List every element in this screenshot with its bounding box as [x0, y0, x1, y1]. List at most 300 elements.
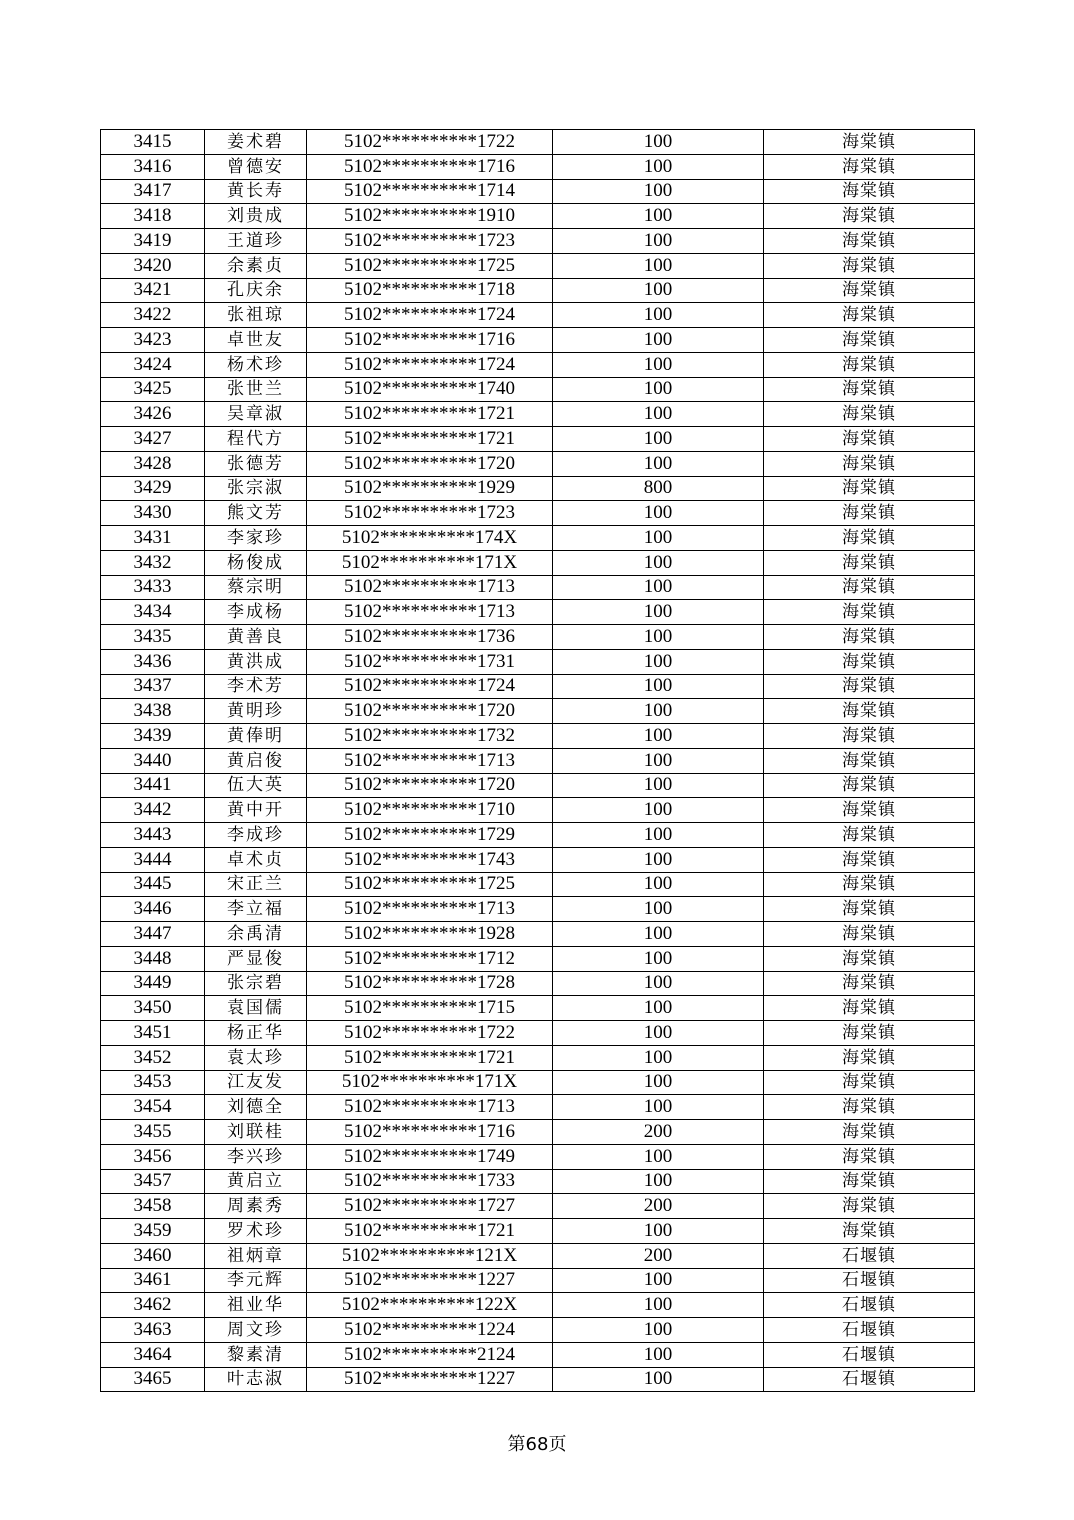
- row-number-cell: 3436: [101, 649, 205, 674]
- table-row: [101, 575, 975, 600]
- table-row: [101, 352, 975, 377]
- row-number-cell: 3421: [101, 278, 205, 303]
- amount-cell: 100: [553, 773, 764, 798]
- beneficiary-table: [100, 129, 975, 1392]
- amount-cell: 100: [553, 1144, 764, 1169]
- town-cell: 海棠镇: [764, 699, 975, 724]
- person-name-cell: 刘德全: [205, 1095, 307, 1120]
- town-cell: 海棠镇: [764, 798, 975, 823]
- table-row: [101, 303, 975, 328]
- amount-cell: 100: [553, 451, 764, 476]
- table-row: [101, 674, 975, 699]
- row-number-cell: 3425: [101, 377, 205, 402]
- row-number-cell: 3439: [101, 724, 205, 749]
- person-name-cell: 袁太珍: [205, 1045, 307, 1070]
- amount-cell: 100: [553, 1342, 764, 1367]
- table-row: [101, 748, 975, 773]
- person-name-cell: 吴章淑: [205, 402, 307, 427]
- id-number-cell: 5102**********1724: [307, 674, 553, 699]
- row-number-cell: 3433: [101, 575, 205, 600]
- town-cell: 海棠镇: [764, 253, 975, 278]
- person-name-cell: 杨术珍: [205, 352, 307, 377]
- row-number-cell: 3417: [101, 179, 205, 204]
- table-row: [101, 1219, 975, 1244]
- town-cell: 海棠镇: [764, 204, 975, 229]
- amount-cell: 100: [553, 352, 764, 377]
- town-cell: 海棠镇: [764, 328, 975, 353]
- amount-cell: 100: [553, 278, 764, 303]
- id-number-cell: 5102**********1721: [307, 1045, 553, 1070]
- amount-cell: 100: [553, 1095, 764, 1120]
- amount-cell: 100: [553, 575, 764, 600]
- row-number-cell: 3429: [101, 476, 205, 501]
- table-row: [101, 872, 975, 897]
- row-number-cell: 3457: [101, 1169, 205, 1194]
- id-number-cell: 5102**********1722: [307, 1021, 553, 1046]
- row-number-cell: 3464: [101, 1342, 205, 1367]
- row-number-cell: 3431: [101, 526, 205, 551]
- row-number-cell: 3453: [101, 1070, 205, 1095]
- town-cell: 海棠镇: [764, 1169, 975, 1194]
- amount-cell: 100: [553, 1268, 764, 1293]
- table-row: [101, 971, 975, 996]
- id-number-cell: 5102**********1731: [307, 649, 553, 674]
- person-name-cell: 刘联桂: [205, 1120, 307, 1145]
- row-number-cell: 3450: [101, 996, 205, 1021]
- table-row: [101, 1342, 975, 1367]
- id-number-cell: 5102**********1713: [307, 1095, 553, 1120]
- town-cell: 海棠镇: [764, 748, 975, 773]
- table-row: [101, 798, 975, 823]
- person-name-cell: 张世兰: [205, 377, 307, 402]
- town-cell: 海棠镇: [764, 130, 975, 155]
- id-number-cell: 5102**********2124: [307, 1342, 553, 1367]
- town-cell: 海棠镇: [764, 996, 975, 1021]
- amount-cell: 100: [553, 402, 764, 427]
- person-name-cell: 杨正华: [205, 1021, 307, 1046]
- amount-cell: 100: [553, 600, 764, 625]
- town-cell: 石堰镇: [764, 1342, 975, 1367]
- row-number-cell: 3444: [101, 847, 205, 872]
- table-row: [101, 823, 975, 848]
- table-row: [101, 625, 975, 650]
- row-number-cell: 3445: [101, 872, 205, 897]
- table-row: [101, 179, 975, 204]
- amount-cell: 100: [553, 377, 764, 402]
- row-number-cell: 3456: [101, 1144, 205, 1169]
- amount-cell: 100: [553, 1045, 764, 1070]
- town-cell: 海棠镇: [764, 1120, 975, 1145]
- id-number-cell: 5102**********1713: [307, 575, 553, 600]
- row-number-cell: 3428: [101, 451, 205, 476]
- id-number-cell: 5102**********1722: [307, 130, 553, 155]
- table-row: [101, 204, 975, 229]
- person-name-cell: 余禹清: [205, 922, 307, 947]
- table-row: [101, 476, 975, 501]
- person-name-cell: 严显俊: [205, 946, 307, 971]
- id-number-cell: 5102**********1227: [307, 1268, 553, 1293]
- amount-cell: 100: [553, 179, 764, 204]
- table-row: [101, 600, 975, 625]
- amount-cell: 100: [553, 1169, 764, 1194]
- id-number-cell: 5102**********171X: [307, 550, 553, 575]
- amount-cell: 100: [553, 996, 764, 1021]
- town-cell: 海棠镇: [764, 946, 975, 971]
- person-name-cell: 李成杨: [205, 600, 307, 625]
- amount-cell: 100: [553, 229, 764, 254]
- row-number-cell: 3446: [101, 897, 205, 922]
- row-number-cell: 3430: [101, 501, 205, 526]
- person-name-cell: 黄启立: [205, 1169, 307, 1194]
- person-name-cell: 周素秀: [205, 1194, 307, 1219]
- table-body: [101, 130, 975, 1392]
- row-number-cell: 3442: [101, 798, 205, 823]
- person-name-cell: 杨俊成: [205, 550, 307, 575]
- row-number-cell: 3462: [101, 1293, 205, 1318]
- table-row: [101, 501, 975, 526]
- town-cell: 海棠镇: [764, 649, 975, 674]
- table-row: [101, 1095, 975, 1120]
- row-number-cell: 3452: [101, 1045, 205, 1070]
- amount-cell: 100: [553, 328, 764, 353]
- person-name-cell: 江友发: [205, 1070, 307, 1095]
- town-cell: 海棠镇: [764, 625, 975, 650]
- table-row: [101, 1293, 975, 1318]
- amount-cell: 100: [553, 154, 764, 179]
- row-number-cell: 3438: [101, 699, 205, 724]
- table-row: [101, 130, 975, 155]
- id-number-cell: 5102**********1715: [307, 996, 553, 1021]
- id-number-cell: 5102**********1720: [307, 699, 553, 724]
- amount-cell: 100: [553, 798, 764, 823]
- town-cell: 海棠镇: [764, 427, 975, 452]
- amount-cell: 100: [553, 724, 764, 749]
- person-name-cell: 黄长寿: [205, 179, 307, 204]
- row-number-cell: 3449: [101, 971, 205, 996]
- id-number-cell: 5102**********1729: [307, 823, 553, 848]
- id-number-cell: 5102**********1910: [307, 204, 553, 229]
- table-row: [101, 996, 975, 1021]
- amount-cell: 100: [553, 847, 764, 872]
- id-number-cell: 5102**********1718: [307, 278, 553, 303]
- town-cell: 海棠镇: [764, 476, 975, 501]
- town-cell: 海棠镇: [764, 229, 975, 254]
- row-number-cell: 3454: [101, 1095, 205, 1120]
- town-cell: 海棠镇: [764, 872, 975, 897]
- town-cell: 海棠镇: [764, 1194, 975, 1219]
- row-number-cell: 3447: [101, 922, 205, 947]
- row-number-cell: 3440: [101, 748, 205, 773]
- id-number-cell: 5102**********1721: [307, 1219, 553, 1244]
- amount-cell: 100: [553, 1021, 764, 1046]
- town-cell: 海棠镇: [764, 575, 975, 600]
- id-number-cell: 5102**********1732: [307, 724, 553, 749]
- row-number-cell: 3458: [101, 1194, 205, 1219]
- row-number-cell: 3423: [101, 328, 205, 353]
- amount-cell: 100: [553, 1070, 764, 1095]
- id-number-cell: 5102**********1712: [307, 946, 553, 971]
- id-number-cell: 5102**********1710: [307, 798, 553, 823]
- amount-cell: 200: [553, 1194, 764, 1219]
- page-number: 第68页: [507, 1434, 567, 1455]
- town-cell: 海棠镇: [764, 1070, 975, 1095]
- id-number-cell: 5102**********1929: [307, 476, 553, 501]
- person-name-cell: 程代方: [205, 427, 307, 452]
- amount-cell: 100: [553, 1318, 764, 1343]
- id-number-cell: 5102**********1928: [307, 922, 553, 947]
- town-cell: 石堰镇: [764, 1293, 975, 1318]
- amount-cell: 100: [553, 501, 764, 526]
- table-row: [101, 1318, 975, 1343]
- table-row: [101, 526, 975, 551]
- row-number-cell: 3434: [101, 600, 205, 625]
- row-number-cell: 3419: [101, 229, 205, 254]
- person-name-cell: 李成珍: [205, 823, 307, 848]
- table-row: [101, 451, 975, 476]
- person-name-cell: 李兴珍: [205, 1144, 307, 1169]
- amount-cell: 200: [553, 1120, 764, 1145]
- table-row: [101, 773, 975, 798]
- person-name-cell: 蔡宗明: [205, 575, 307, 600]
- town-cell: 海棠镇: [764, 1021, 975, 1046]
- person-name-cell: 黄俸明: [205, 724, 307, 749]
- id-number-cell: 5102**********1224: [307, 1318, 553, 1343]
- table-row: [101, 1021, 975, 1046]
- id-number-cell: 5102**********1714: [307, 179, 553, 204]
- id-number-cell: 5102**********1713: [307, 897, 553, 922]
- row-number-cell: 3437: [101, 674, 205, 699]
- row-number-cell: 3435: [101, 625, 205, 650]
- id-number-cell: 5102**********1736: [307, 625, 553, 650]
- table-row: [101, 922, 975, 947]
- town-cell: 海棠镇: [764, 1095, 975, 1120]
- row-number-cell: 3418: [101, 204, 205, 229]
- amount-cell: 100: [553, 699, 764, 724]
- person-name-cell: 黄明珍: [205, 699, 307, 724]
- amount-cell: 100: [553, 526, 764, 551]
- person-name-cell: 熊文芳: [205, 501, 307, 526]
- table-row: [101, 1367, 975, 1392]
- town-cell: 海棠镇: [764, 550, 975, 575]
- person-name-cell: 李家珍: [205, 526, 307, 551]
- table-row: [101, 229, 975, 254]
- table-row: [101, 1169, 975, 1194]
- town-cell: 海棠镇: [764, 278, 975, 303]
- person-name-cell: 周文珍: [205, 1318, 307, 1343]
- town-cell: 石堰镇: [764, 1268, 975, 1293]
- person-name-cell: 伍大英: [205, 773, 307, 798]
- person-name-cell: 刘贵成: [205, 204, 307, 229]
- town-cell: 海棠镇: [764, 451, 975, 476]
- table-row: [101, 1045, 975, 1070]
- id-number-cell: 5102**********1743: [307, 847, 553, 872]
- table-row: [101, 1243, 975, 1268]
- person-name-cell: 卓世友: [205, 328, 307, 353]
- person-name-cell: 宋正兰: [205, 872, 307, 897]
- person-name-cell: 祖业华: [205, 1293, 307, 1318]
- town-cell: 海棠镇: [764, 1219, 975, 1244]
- id-number-cell: 5102**********1720: [307, 451, 553, 476]
- table-row: [101, 847, 975, 872]
- amount-cell: 100: [553, 1219, 764, 1244]
- id-number-cell: 5102**********1749: [307, 1144, 553, 1169]
- id-number-cell: 5102**********1725: [307, 872, 553, 897]
- id-number-cell: 5102**********1724: [307, 303, 553, 328]
- person-name-cell: 王道珍: [205, 229, 307, 254]
- table-row: [101, 427, 975, 452]
- row-number-cell: 3422: [101, 303, 205, 328]
- id-number-cell: 5102**********1716: [307, 328, 553, 353]
- amount-cell: 100: [553, 1367, 764, 1392]
- person-name-cell: 李术芳: [205, 674, 307, 699]
- amount-cell: 100: [553, 946, 764, 971]
- person-name-cell: 曾德安: [205, 154, 307, 179]
- row-number-cell: 3465: [101, 1367, 205, 1392]
- id-number-cell: 5102**********1713: [307, 748, 553, 773]
- person-name-cell: 罗术珍: [205, 1219, 307, 1244]
- person-name-cell: 黄洪成: [205, 649, 307, 674]
- row-number-cell: 3451: [101, 1021, 205, 1046]
- town-cell: 石堰镇: [764, 1243, 975, 1268]
- person-name-cell: 袁国儒: [205, 996, 307, 1021]
- town-cell: 海棠镇: [764, 847, 975, 872]
- table-row: [101, 253, 975, 278]
- person-name-cell: 黄善良: [205, 625, 307, 650]
- id-number-cell: 5102**********1227: [307, 1367, 553, 1392]
- amount-cell: 100: [553, 649, 764, 674]
- amount-cell: 100: [553, 674, 764, 699]
- table-row: [101, 897, 975, 922]
- id-number-cell: 5102**********171X: [307, 1070, 553, 1095]
- person-name-cell: 张德芳: [205, 451, 307, 476]
- person-name-cell: 张宗淑: [205, 476, 307, 501]
- table-row: [101, 154, 975, 179]
- town-cell: 海棠镇: [764, 377, 975, 402]
- person-name-cell: 孔庆余: [205, 278, 307, 303]
- table-row: [101, 724, 975, 749]
- table-row: [101, 550, 975, 575]
- amount-cell: 100: [553, 550, 764, 575]
- town-cell: 海棠镇: [764, 1144, 975, 1169]
- row-number-cell: 3424: [101, 352, 205, 377]
- row-number-cell: 3460: [101, 1243, 205, 1268]
- town-cell: 石堰镇: [764, 1367, 975, 1392]
- town-cell: 海棠镇: [764, 154, 975, 179]
- amount-cell: 200: [553, 1243, 764, 1268]
- table-row: [101, 328, 975, 353]
- id-number-cell: 5102**********1716: [307, 154, 553, 179]
- person-name-cell: 黄中开: [205, 798, 307, 823]
- amount-cell: 100: [553, 253, 764, 278]
- person-name-cell: 余素贞: [205, 253, 307, 278]
- town-cell: 海棠镇: [764, 303, 975, 328]
- town-cell: 海棠镇: [764, 402, 975, 427]
- id-number-cell: 5102**********1725: [307, 253, 553, 278]
- id-number-cell: 5102**********1723: [307, 501, 553, 526]
- row-number-cell: 3432: [101, 550, 205, 575]
- id-number-cell: 5102**********1720: [307, 773, 553, 798]
- table-row: [101, 1194, 975, 1219]
- person-name-cell: 张祖琼: [205, 303, 307, 328]
- town-cell: 海棠镇: [764, 971, 975, 996]
- amount-cell: 100: [553, 971, 764, 996]
- town-cell: 海棠镇: [764, 922, 975, 947]
- id-number-cell: 5102**********1724: [307, 352, 553, 377]
- town-cell: 海棠镇: [764, 526, 975, 551]
- id-number-cell: 5102**********1721: [307, 427, 553, 452]
- amount-cell: 100: [553, 872, 764, 897]
- table-row: [101, 1144, 975, 1169]
- row-number-cell: 3441: [101, 773, 205, 798]
- person-name-cell: 叶志淑: [205, 1367, 307, 1392]
- amount-cell: 100: [553, 897, 764, 922]
- town-cell: 海棠镇: [764, 501, 975, 526]
- town-cell: 海棠镇: [764, 352, 975, 377]
- row-number-cell: 3448: [101, 946, 205, 971]
- id-number-cell: 5102**********174X: [307, 526, 553, 551]
- person-name-cell: 祖炳章: [205, 1243, 307, 1268]
- town-cell: 海棠镇: [764, 179, 975, 204]
- row-number-cell: 3420: [101, 253, 205, 278]
- table-row: [101, 278, 975, 303]
- id-number-cell: 5102**********1713: [307, 600, 553, 625]
- town-cell: 海棠镇: [764, 823, 975, 848]
- amount-cell: 100: [553, 823, 764, 848]
- amount-cell: 100: [553, 303, 764, 328]
- table-row: [101, 649, 975, 674]
- amount-cell: 100: [553, 204, 764, 229]
- id-number-cell: 5102**********1721: [307, 402, 553, 427]
- id-number-cell: 5102**********121X: [307, 1243, 553, 1268]
- row-number-cell: 3427: [101, 427, 205, 452]
- amount-cell: 800: [553, 476, 764, 501]
- person-name-cell: 姜术碧: [205, 130, 307, 155]
- table-row: [101, 377, 975, 402]
- id-number-cell: 5102**********1716: [307, 1120, 553, 1145]
- row-number-cell: 3416: [101, 154, 205, 179]
- row-number-cell: 3459: [101, 1219, 205, 1244]
- person-name-cell: 黎素清: [205, 1342, 307, 1367]
- town-cell: 海棠镇: [764, 600, 975, 625]
- town-cell: 海棠镇: [764, 773, 975, 798]
- town-cell: 海棠镇: [764, 1045, 975, 1070]
- town-cell: 海棠镇: [764, 897, 975, 922]
- amount-cell: 100: [553, 625, 764, 650]
- person-name-cell: 李立福: [205, 897, 307, 922]
- id-number-cell: 5102**********122X: [307, 1293, 553, 1318]
- amount-cell: 100: [553, 1293, 764, 1318]
- row-number-cell: 3455: [101, 1120, 205, 1145]
- table-row: [101, 402, 975, 427]
- table-row: [101, 699, 975, 724]
- id-number-cell: 5102**********1728: [307, 971, 553, 996]
- id-number-cell: 5102**********1733: [307, 1169, 553, 1194]
- table-row: [101, 1120, 975, 1145]
- amount-cell: 100: [553, 922, 764, 947]
- row-number-cell: 3463: [101, 1318, 205, 1343]
- town-cell: 海棠镇: [764, 674, 975, 699]
- row-number-cell: 3443: [101, 823, 205, 848]
- town-cell: 海棠镇: [764, 724, 975, 749]
- person-name-cell: 李元辉: [205, 1268, 307, 1293]
- row-number-cell: 3461: [101, 1268, 205, 1293]
- town-cell: 石堰镇: [764, 1318, 975, 1343]
- table-row: [101, 1070, 975, 1095]
- amount-cell: 100: [553, 748, 764, 773]
- id-number-cell: 5102**********1727: [307, 1194, 553, 1219]
- row-number-cell: 3426: [101, 402, 205, 427]
- table-row: [101, 946, 975, 971]
